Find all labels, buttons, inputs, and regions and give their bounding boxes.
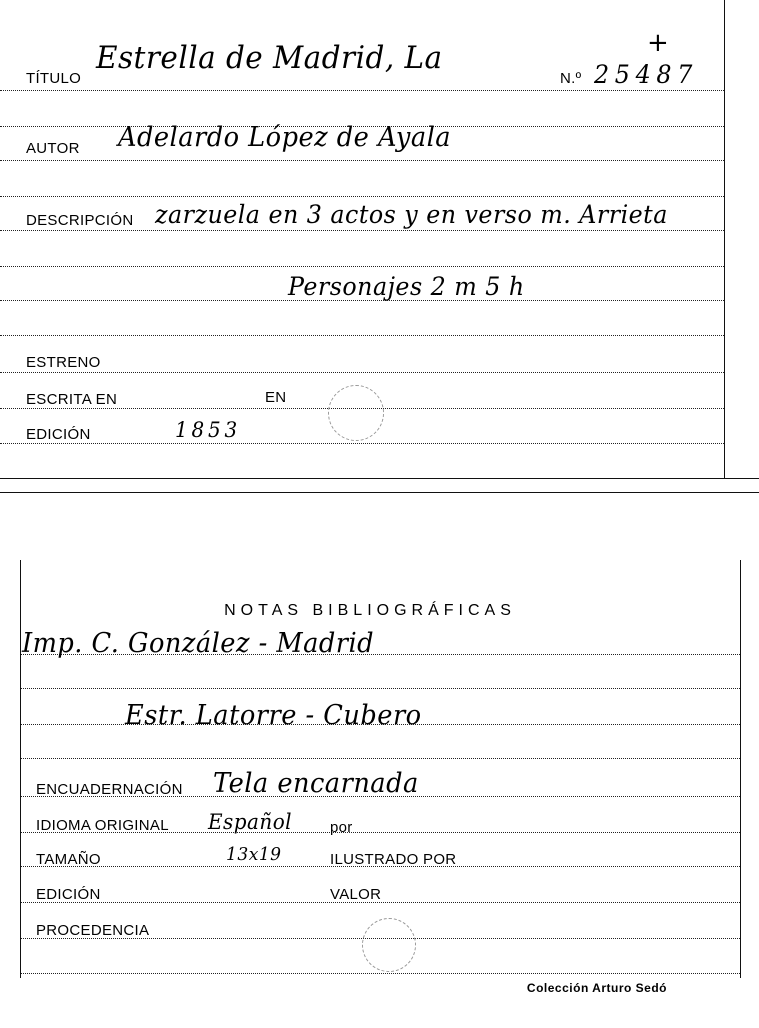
valor-label: VALOR	[330, 886, 382, 903]
rule-titulo	[0, 90, 724, 91]
rule	[0, 335, 724, 336]
autor-label: AUTOR	[26, 140, 80, 157]
notes-line-1: Imp. C. González - Madrid	[22, 628, 375, 659]
edicion-label-2: EDICIÓN	[36, 886, 101, 903]
rule	[21, 758, 740, 759]
collection-credit: Colección Arturo Sedó	[526, 981, 667, 995]
rule	[21, 973, 740, 974]
notes-line-2: Estr. Latorre - Cubero	[125, 700, 422, 731]
descripcion-value: zarzuela en 3 actos y en verso m. Arrieta	[155, 200, 668, 229]
edicion-label: EDICIÓN	[26, 426, 91, 443]
titulo-value: Estrella de Madrid, La	[96, 40, 443, 76]
descripcion-label: DESCRIPCIÓN	[26, 212, 134, 229]
idioma-original-value: Español	[208, 810, 293, 834]
en-label: EN	[265, 389, 287, 406]
punch-hole	[328, 385, 384, 441]
rule	[21, 688, 740, 689]
separator-line	[0, 492, 759, 493]
notas-heading: NOTAS BIBLIOGRÁFICAS	[224, 602, 516, 619]
rule	[0, 266, 724, 267]
por-label: por	[330, 819, 353, 836]
descripcion-value-2: Personajes 2 m 5 h	[288, 272, 525, 301]
procedencia-label: PROCEDENCIA	[36, 922, 150, 939]
edicion-value: 1853	[175, 418, 241, 442]
catalog-number-value: 25487	[594, 60, 699, 89]
encuadernacion-label: ENCUADERNACIÓN	[36, 781, 183, 798]
card-bottom-edge	[0, 478, 759, 479]
catalog-number-label: N.º	[560, 70, 582, 87]
titulo-label: TÍTULO	[26, 70, 82, 87]
autor-value: Adelardo López de Ayala	[118, 122, 452, 153]
idioma-original-label: IDIOMA ORIGINAL	[36, 817, 169, 834]
ilustrado-por-label: ILUSTRADO POR	[330, 851, 457, 868]
rule-descripcion	[0, 230, 724, 231]
rule	[0, 196, 724, 197]
punch-hole	[362, 918, 416, 972]
escrita-en-label: ESCRITA EN	[26, 391, 118, 408]
rule-autor	[0, 160, 724, 161]
catalog-plus-mark: +	[647, 28, 669, 58]
encuadernacion-value: Tela encarnada	[213, 768, 419, 799]
rule-edicion	[0, 443, 724, 444]
rule-estreno	[0, 372, 724, 373]
tamano-value: 13x19	[226, 844, 282, 865]
estreno-label: ESTRENO	[26, 354, 101, 371]
tamano-label: TAMAÑO	[36, 851, 101, 868]
